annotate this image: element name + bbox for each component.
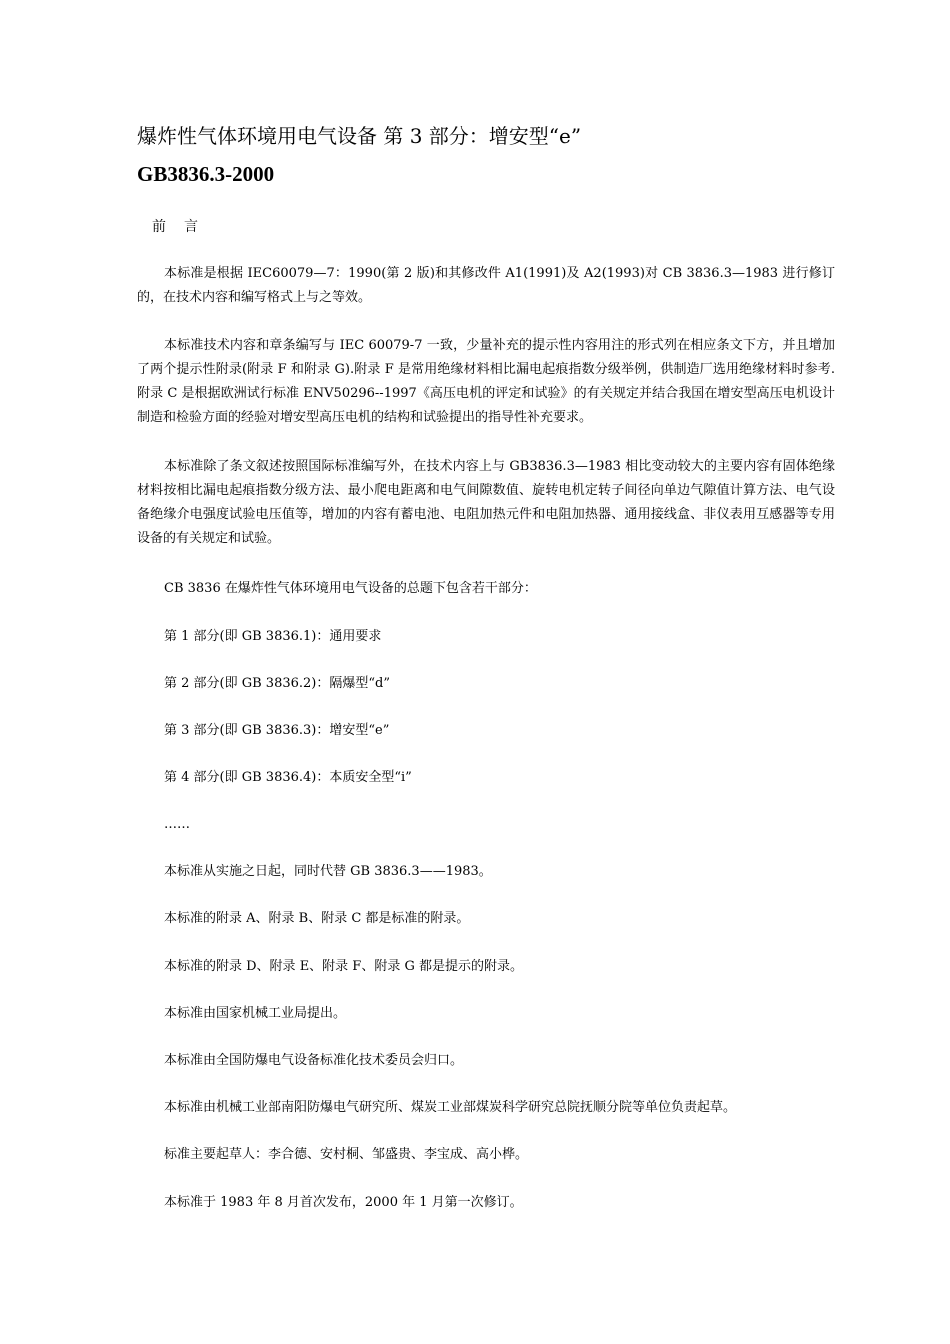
replacement-line: 本标准从实施之日起，同时代替 GB 3836.3——1983。 xyxy=(164,864,492,879)
part-4-line: 第 4 部分(即 GB 3836.4)：本质安全型“i” xyxy=(164,770,412,785)
drafting-unit-line: 本标准由机械工业部南阳防爆电气研究所、煤炭工业部煤炭科学研究总院抚顺分院等单位负责起草。 xyxy=(164,1100,737,1115)
paragraph-3: 本标准除了条文叙述按照国际标准编写外，在技术内容上与 GB3836.3—1983 相比变动较大的主要内容有固体绝缘材料按相比漏电起痕指数分级方法、最小爬电距离和电气间隙数值、旋转电机定转子间径向单边气隙值计算方法、电气设备绝缘介电强度试验电压值等，增加的内容有蓄电池、电阻加热元件和电阻加热器、通用接线盒、非仪表用互感器等专用设备的有关规定和试验。 xyxy=(137,459,835,546)
standard-code: GB3836.3-2000 xyxy=(137,162,275,186)
ellipsis-line: …… xyxy=(164,817,190,832)
normative-annex-line: 本标准的附录 A、附录 B、附录 C 都是标准的附录。 xyxy=(164,911,470,926)
part-1-line: 第 1 部分(即 GB 3836.1)：通用要求 xyxy=(164,629,382,644)
drafters-line: 标准主要起草人：李合德、安村桐、邹盛贵、李宝成、高小桦。 xyxy=(164,1147,529,1162)
paragraph-1: 本标准是根据 IEC60079—7：1990(第 2 版)和其修改件 A1(1991)及 A2(1993)对 CB 3836.3—1983 进行修订的，在技术内容和编写格式上与之等效。 xyxy=(137,266,835,305)
informative-annex-line: 本标准的附录 D、附录 E、附录 F、附录 G 都是提示的附录。 xyxy=(164,959,523,974)
paragraph-2: 本标准技术内容和章条编写与 IEC 60079-7 一致，少量补充的提示性内容用注的形式列在相应条文下方，并且增加了两个提示性附录(附录 F 和附录 G).附录 F 是常用绝缘材料相比漏电起痕指数分级举例，供制造厂选用绝缘材料时参考.附录 C 是根据欧洲试行标准 ENV50296--1997《高压电机的评定和试验》的有关规定并结合我国在增安型高压电机设计制造和检验方面的经验对增安型高压电机的结构和试验提出的指导性补充要求。 xyxy=(137,338,835,425)
part-2-line: 第 2 部分(即 GB 3836.2)：隔爆型“d” xyxy=(164,676,390,691)
part-3-line: 第 3 部分(即 GB 3836.3)：增安型“e” xyxy=(164,723,390,738)
parts-intro-line: CB 3836 在爆炸性气体环境用电气设备的总题下包含若干部分： xyxy=(164,581,537,596)
publication-history-line: 本标准于 1983 年 8 月首次发布，2000 年 1 月第一次修订。 xyxy=(164,1195,523,1210)
foreword-heading: 前言 xyxy=(152,219,216,235)
committee-line: 本标准由全国防爆电气设备标准化技术委员会归口。 xyxy=(164,1053,464,1068)
document-title: 爆炸性气体环境用电气设备 第 3 部分：增安型“e” xyxy=(137,124,582,148)
proposer-line: 本标准由国家机械工业局提出。 xyxy=(164,1006,347,1021)
